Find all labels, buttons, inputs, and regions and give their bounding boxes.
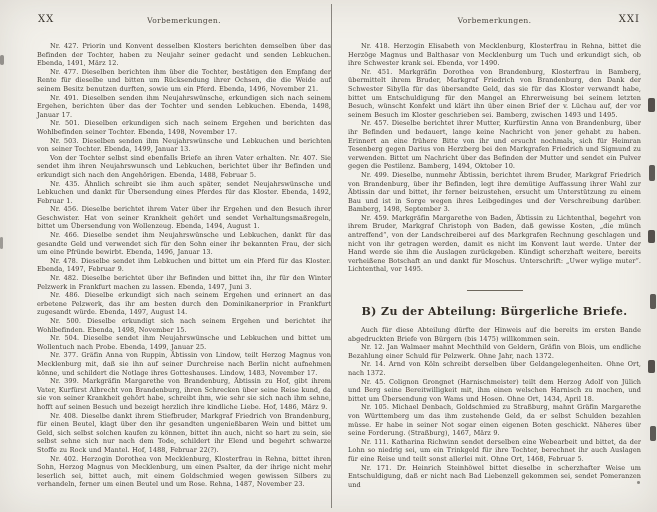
entry-paragraph: Nr. 171. Dr. Heinrich Steinhöwel bittet dieselbe in scherzhafter Weise um Entschuldigung, daß er nicht nach Bad Liebenzell gekommen sei, sendet Pomeranzen und [348,463,641,489]
entry-paragraph: Nr. 501. Dieselben erkundigen sich nach seinem Ergehen und berichten das Wohlbefinden seiner Tochter. Ebenda, 1498, November 17. [37,119,331,136]
entry-paragraph: Nr. 499. Dieselbe, nunmehr Äbtissin, berichtet ihrem Bruder, Markgraf Friedrich von Brandenburg, über ihr Befinden, legt ihre demütige Auffassung ihrer Wahl zur Äbtissin dar und bittet, ihr ferner beizustehen, ersucht um Unterstützung zu einem Bau und ist in Sorge wegen ihres Leibgedinges und der Verschreibung darüber. Bamberg, 1498, September 3. [348,170,641,214]
entry-paragraph: Nr. 466. Dieselbe sendet ihm Neujahrswünsche und Lebkuchen, dankt für das gesandte Geld und verwendet sich für den Sohn einer ihr bekannten Frau, der sich um eine Pfründe bewirbt. Ebenda, 1496, Januar 13. [37,231,331,257]
entry-paragraph: Nr. 12. Jan Walmaer mahnt Mechthild von Geldern, Gräfin von Blois, um endliche Bezahlung einer Schuld für Pelzwerk. Ohne Jahr, nach 1372. [348,343,641,360]
entry-paragraph: Nr. 491. Dieselben senden ihm Neujahrswünsche, erkundigen sich nach seinem Ergehen, berichten über das der Tochter und senden Lebkuchen. Ebenda, 1498, Januar 17. [37,93,331,119]
entry-paragraph: Nr. 427. Priorin und Konvent desselben Klosters berichten demselben über das Befinden der Tochter, haben zu Neujahr seiner gedacht und senden Lebkuchen. Ebenda, 1491, März 12. [37,42,331,68]
entry-paragraph: Von der Tochter selbst sind ebenfalls Briefe an ihren Vater erhalten. Nr. 407. Sie sendet ihm ihren Neujahrswunsch und Lebkuchen, berichtet über ihr Befinden und erkundigt sich nach den Angehörigen. Ebenda, 1488, Februar 5. [37,153,331,179]
entry-paragraph: Nr. 500. Dieselbe erkundigt sich nach seinem Ergehen und berichtet ihr Wohlbefinden. Ebenda, 1498, November 15. [37,317,331,334]
left-page-header [37,14,331,30]
scan-artifact [649,165,655,181]
entry-paragraph: Nr. 504. Dieselbe sendet ihm Neujahrswünsche und Lebkuchen und bittet um Wollentuch nach Probe. Ebenda, 1499, Januar 25. [37,334,331,351]
entry-paragraph: Nr. 459. Markgräfin Margarethe von Baden, Äbtissin zu Lichtenthal, begehrt von ihrem Bruder, Markgraf Christoph von Baden, daß gewisse Kosten, „die münch antreffend“, von der Landschreiberei auf des Markgrafen Rechnung geschlagen und nicht von ihr getragen werden, damit es nicht im Konvent laut werde. Unter der Hand werde sie ihm die Auslagen zurückgeben. Kündigt scherzhaft weitere, bereits verheißene Botschaft an und dankt für Moschus. Unterschrift: „Uwer wylige muter“. Lichtenthal, vor 1495. [348,213,641,274]
entry-paragraph: Nr. 418. Herzogin Elisabeth von Mecklenburg, Klosterfrau in Rehna, bittet die Herzöge Magnus und Balthasar von Mecklenburg um Tuch und erkundigt sich, ob ihre Schwester krank sei. Ebenda, vor 1490. [348,42,641,68]
entry-paragraph: Nr. 399. Markgräfin Margarethe von Brandenburg, Äbtissin zu Hof, gibt ihrem Vater, Kurfürst Albrecht von Brandenburg, ihren Schrecken über seine Reise kund, da sie von seiner Krankheit gehört habe, schreibt ihm, wie sehr sie sich nach ihm sehne, hofft auf seinen Besuch und bezeigt herzlich ihre kindliche Liebe. Hof, 1486, März 9. [37,377,331,411]
entry-paragraph: Nr. 482. Dieselbe berichtet über ihr Befinden und bittet ihn, ihr für den Winter Pelzwerk in Frankfurt machen zu lassen. Ebenda, 1497, Juni 3. [37,274,331,291]
left-running-title: Vorbemerkungen. [147,16,221,25]
scan-artifact [650,426,656,441]
entry-paragraph: Nr. 477. Dieselben berichten ihm über die Tochter, bestätigen den Empfang der Rente für dieselbe und bitten um Rücksendung ihrer Ochsen, die die Weide auf seinem Besitz benutzen durften, sowie um ein Pferd. Ebenda, 1496, November 21. [37,67,331,93]
left-page [37,14,331,489]
right-running-title: Vorbemerkungen. [457,16,532,25]
left-page-text [37,42,331,489]
scan-artifact [0,55,4,65]
scan-artifact [648,360,655,373]
right-page-top-text [348,42,641,274]
entry-paragraph: Nr. 14. Arnd von Köln schreibt derselben über Geldangelegenheiten. Ohne Ort, nach 1372. [348,360,641,377]
right-page-section-text [348,343,641,489]
entry-paragraph: Nr. 377. Gräfin Anna von Ruppin, Äbtissin von Lindow, teilt Herzog Magnus von Mecklenburg mit, daß sie ihn auf seiner Durchreise nach Berlin nicht aufnehmen könne, und schildert die Notlage ihres Gotteshauses. Lindow, 1483, November 17. [37,351,331,377]
entry-paragraph: Nr. 478. Dieselbe sendet ihm Lebkuchen und bittet um ein Pferd für das Kloster. Ebenda, 1497, Februar 9. [37,256,331,274]
right-page [348,14,641,489]
section-intro: Auch für diese Abteilung dürfte der Hinweis auf die bereits im ersten Bande abgedruckten Briefe von Bürgern (bis 1475) willkommen sein. [348,326,641,343]
entry-paragraph: Nr. 111. Katharina Richwinn sendet derselben eine Webearbeit und bittet, da der Lohn so niedrig sei, um ein Trinkgeld für ihre Tochter, berechnet ihr auch Auslagen für eine Reise und teilt sonst allerlei mit. Ohne Ort, 1468, Februar 5. [348,437,641,463]
entry-paragraph: Nr. 503. Dieselben senden ihm Neujahrswünsche und Lebkuchen und berichten von seiner Tochter. Ebenda, 1499, Januar 13. [37,136,331,154]
scan-artifact [648,230,655,243]
section-heading: B) Zu der Abteilung: Bürgerliche Briefe. [361,305,628,319]
entry-paragraph: Nr. 486. Dieselbe erkundigt sich nach seinem Ergehen und erinnert an das erbetene Pelzwerk, das ihr am besten durch den Dominikanerprior in Frankfurt zugesandt würde. Ebenda, 1497, August 14. [37,291,331,317]
entry-paragraph: Nr. 456. Dieselbe berichtet ihrem Vater über ihr Ergehen und den Besuch ihrer Geschwister. Hat von seiner Krankheit gehört und sendet Verhaltungsmaßregeln, bittet um Übersendung von Wollenzeug. Ebenda, 1494, August 1. [37,205,331,231]
left-page-number: XX [38,14,55,25]
entry-paragraph: Nr. 408. Dieselbe dankt ihrem Stiefbruder, Markgraf Friedrich von Brandenburg, für einen Beutel, klagt über den ihr gesandten ungenießbaren Wein und bittet um Geld, sich selbst solchen kaufen zu können, bittet ihn auch, nicht so hart zu sein, sie selbst sehne sich nur nach dem Tode, schildert ihr Elend und begehrt schwarze Stoffe zu Rock und Mantel. Hof, 1488, Februar 22(?). [37,411,331,454]
entry-paragraph: Nr. 45. Colignon Grongnet (Harnischmeister) teilt dem Herzog Adolf von Jülich und Berg seine Bereitwilligkeit mit, ihm einen welschen Harnisch zu machen, und bittet um Übersendung von Wams und Hosen. Ohne Ort, 1434, April 18. [348,377,641,403]
entry-paragraph: Nr. 435. Ähnlich schreibt sie ihm auch später, sendet Neujahrswünsche und Lebkuchen und dankt für Übersendung eines Pferdes für das Kloster. Ebenda, 1492, Februar 1. [37,179,331,205]
scan-artifact [0,237,3,249]
section-divider-rule [467,290,523,291]
scan-artifact [648,98,655,112]
page-gutter-line [331,4,332,508]
right-page-number: XXI [618,14,640,25]
entry-paragraph: Nr. 457. Dieselbe berichtet ihrer Mutter, Kurfürstin Anna von Brandenburg, über ihr Befinden und bedauert, lange keine Nachricht von jener gehabt zu haben. Erinnert an eine frühere Bitte von ihr und ersucht nochmals, sich für Heimran Tesenberg gegen Darius von Herzberg bei den Markgrafen Friedrich und Sigmund zu verwenden. Bittet um Nachricht über das Befinden der Mutter und sendet ein Pulver gegen die Pestilenz. Bamberg, 1494, Oktober 10. [348,119,641,171]
entry-paragraph: Nr. 451. Markgräfin Dorothea von Brandenburg, Klosterfrau in Bamberg, übermittelt ihrem Bruder, Markgraf Friedrich von Brandenburg, den Dank der Schwester Sibylla für das übersandte Geld, das sie für das Kloster verwandt habe, bittet um Entschuldigung für den Mangel an Ehrerweisung bei seinem letzten Besuch, wünscht Konfekt und klärt ihn über einen Brief der v. Lüchau auf, der vor seinem Besuch im Kloster geschrieben sei. Bamberg, zwischen 1493 und 1495. [348,67,641,119]
entry-paragraph: Nr. 402. Herzogin Dorothea von Mecklenburg, Klosterfrau in Rehna, bittet ihren Sohn, Herzog Magnus von Mecklenburg, um einen Psalter, da der ihrige nicht mehr leserlich sei, bittet auch, mit einem Goldschmied wegen gewissen Silbers zu verhandeln, ferner um einen Beutel und um Rose. Rehna, 1487, November 23. [37,454,331,489]
scan-artifact [650,294,656,309]
right-page-header [348,14,641,30]
entry-paragraph: Nr. 105. Michael Denbach, Goldschmied zu Straßburg, mahnt Gräfin Margarethe von Württemberg um das ihm zustehende Geld, da er selbst Schulden bezahlen müsse. Er habe in seiner Not sogar einen eigenen Boten geschickt. Näheres über seine Forderung. (Straßburg), 1467, März 9. [348,403,641,438]
scan-artifact [637,481,640,484]
